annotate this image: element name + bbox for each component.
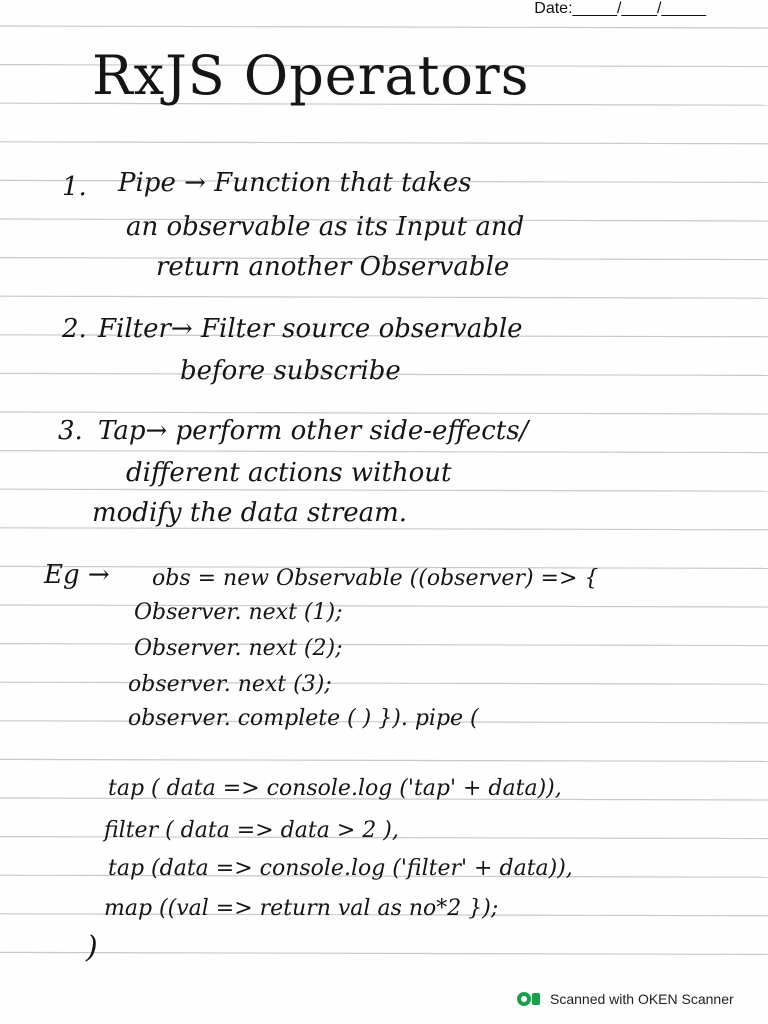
example-line-8: tap (data => console.log ('filter' + data)), bbox=[108, 856, 573, 881]
ruled-line bbox=[0, 451, 768, 453]
ruled-line bbox=[0, 759, 768, 761]
page-title: RxJS Operators bbox=[92, 44, 530, 107]
item-2-line-2: before subscribe bbox=[180, 356, 401, 386]
item-1-line-3: return another Observable bbox=[156, 252, 510, 282]
item-2-number: 2. bbox=[62, 314, 87, 344]
example-line-9: map ((val => return val as no*2 }); bbox=[104, 896, 499, 921]
example-line-3: Observer. next (2); bbox=[134, 636, 343, 661]
example-line-1: obs = new Observable ((observer) => { bbox=[152, 566, 599, 591]
item-1-line-2: an observable as its Input and bbox=[126, 212, 525, 242]
item-3-line-1: Tap→ perform other side-effects/ bbox=[98, 416, 529, 446]
scanner-text: Scanned with OKEN Scanner bbox=[550, 991, 734, 1007]
item-3-number: 3. bbox=[58, 416, 83, 446]
item-1-number: 1. bbox=[62, 172, 87, 202]
ruled-line bbox=[0, 644, 768, 646]
item-3-line-3: modify the data stream. bbox=[92, 498, 408, 528]
oken-logo-icon bbox=[516, 990, 542, 1008]
item-3-line-2: different actions without bbox=[126, 458, 452, 488]
ruled-line bbox=[0, 528, 768, 530]
example-line-10: ) bbox=[86, 930, 98, 965]
ruled-line bbox=[0, 489, 768, 491]
ruled-line bbox=[0, 296, 768, 298]
item-2-line-1: Filter→ Filter source observable bbox=[98, 314, 523, 344]
example-line-6: tap ( data => console.log ('tap' + data)), bbox=[108, 776, 562, 801]
example-line-7: filter ( data => data > 2 ), bbox=[104, 818, 399, 843]
scanner-footer bbox=[516, 990, 734, 1008]
date-header: Date:_____/____/_____ bbox=[534, 0, 706, 17]
ruled-line bbox=[0, 26, 768, 28]
example-line-5: observer. complete ( ) }). pipe ( bbox=[128, 706, 479, 731]
ruled-line bbox=[0, 412, 768, 414]
ruled-line bbox=[0, 605, 768, 607]
example-line-2: Observer. next (1); bbox=[134, 600, 343, 625]
ruled-line bbox=[0, 142, 768, 144]
ruled-line bbox=[0, 682, 768, 684]
item-1-line-1: Pipe → Function that takes bbox=[118, 168, 472, 198]
example-label: Eg → bbox=[44, 560, 110, 590]
example-line-4: observer. next (3); bbox=[128, 672, 332, 697]
ruled-line bbox=[0, 952, 768, 954]
